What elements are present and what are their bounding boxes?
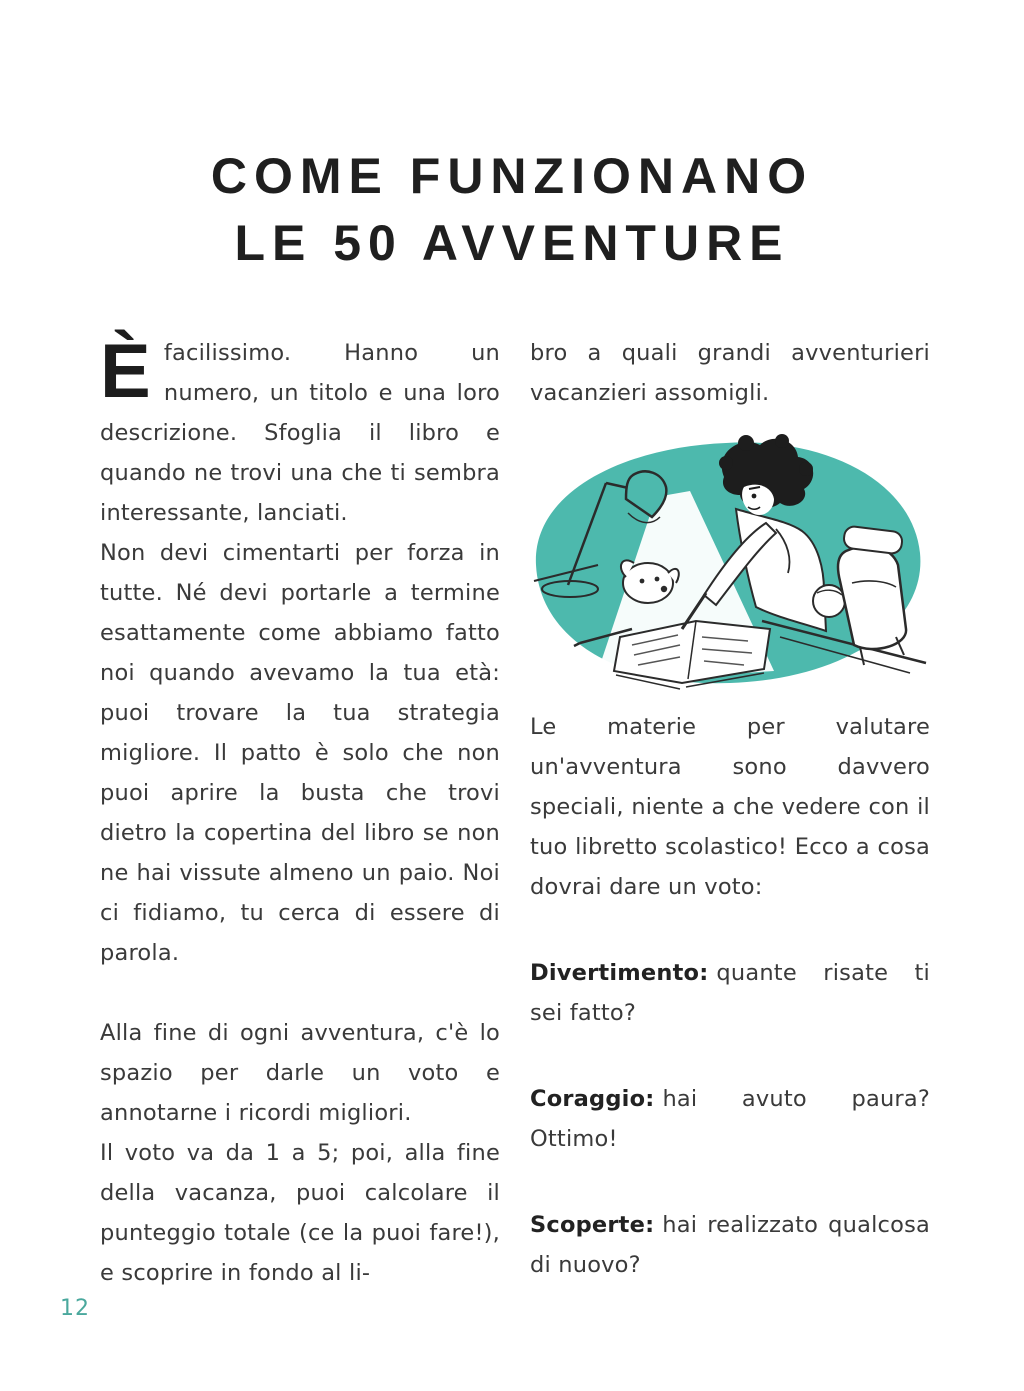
paragraph — [100, 329, 500, 533]
paragraph — [530, 333, 930, 413]
paragraph-text: Le materie per valutare un'avventura sono davvero speciali, niente a che vedere con il tuo libretto scolastico! Ecco a cosa dovrai dare un voto: — [530, 714, 930, 900]
paragraph — [100, 1013, 500, 1133]
paragraph — [530, 707, 930, 907]
rating-text: quante risate ti sei fatto? — [530, 960, 930, 1026]
rating-text: hai avuto paura? Ottimo! — [530, 1086, 930, 1152]
title-line-1: COME FUNZIONANO — [210, 148, 814, 204]
paragraph — [100, 1133, 500, 1293]
desk-writing-illustration — [530, 433, 928, 691]
rating-label: Divertimento: — [530, 960, 709, 986]
rating-label: Scoperte: — [530, 1212, 655, 1238]
page-title — [0, 143, 1024, 277]
rating-item-scoperte — [530, 1205, 930, 1285]
paragraph — [100, 533, 500, 973]
illustration — [530, 433, 928, 691]
title-line-2: LE 50 AVVENTURE — [234, 215, 790, 271]
two-column-text — [100, 329, 930, 1293]
drop-cap: È — [100, 329, 151, 414]
paragraph-text: Alla fine di ogni avventura, c'è lo spazio per darle un voto e annotarne i ricordi migliori. — [100, 1020, 500, 1126]
paragraph-text: bro a quali grandi avventurieri vacanzieri assomigli. — [530, 340, 930, 406]
rating-item-divertimento — [530, 953, 930, 1033]
rating-item-coraggio — [530, 1079, 930, 1159]
left-column — [100, 329, 500, 1293]
paragraph-text: Non devi cimentarti per forza in tutte. Né devi portarle a termine esattamente come abbiamo fatto noi quando avevamo la tua età: puoi trovare la tua strategia migliore. Il patto è solo che non puoi aprire la busta che trovi dietro la copertina del libro se non ne hai vissute almeno un paio. Noi ci fidiamo, tu cerca di essere di parola. — [100, 540, 500, 966]
paragraph-text: Il voto va da 1 a 5; poi, alla fine della vacanza, puoi calcolare il punteggio totale (ce la puoi fare!), e scoprire in fondo al li- — [100, 1140, 500, 1286]
rating-label: Coraggio: — [530, 1086, 655, 1112]
right-column — [530, 333, 930, 1293]
page-number: 12 — [60, 1296, 90, 1321]
paragraph-text: facilissimo. Hanno un numero, un titolo e una loro descrizione. Sfoglia il libro e quando ne trovi una che ti sembra interessante, lanciati. — [100, 340, 500, 526]
rating-text: hai realizzato qualcosa di nuovo? — [530, 1212, 930, 1278]
